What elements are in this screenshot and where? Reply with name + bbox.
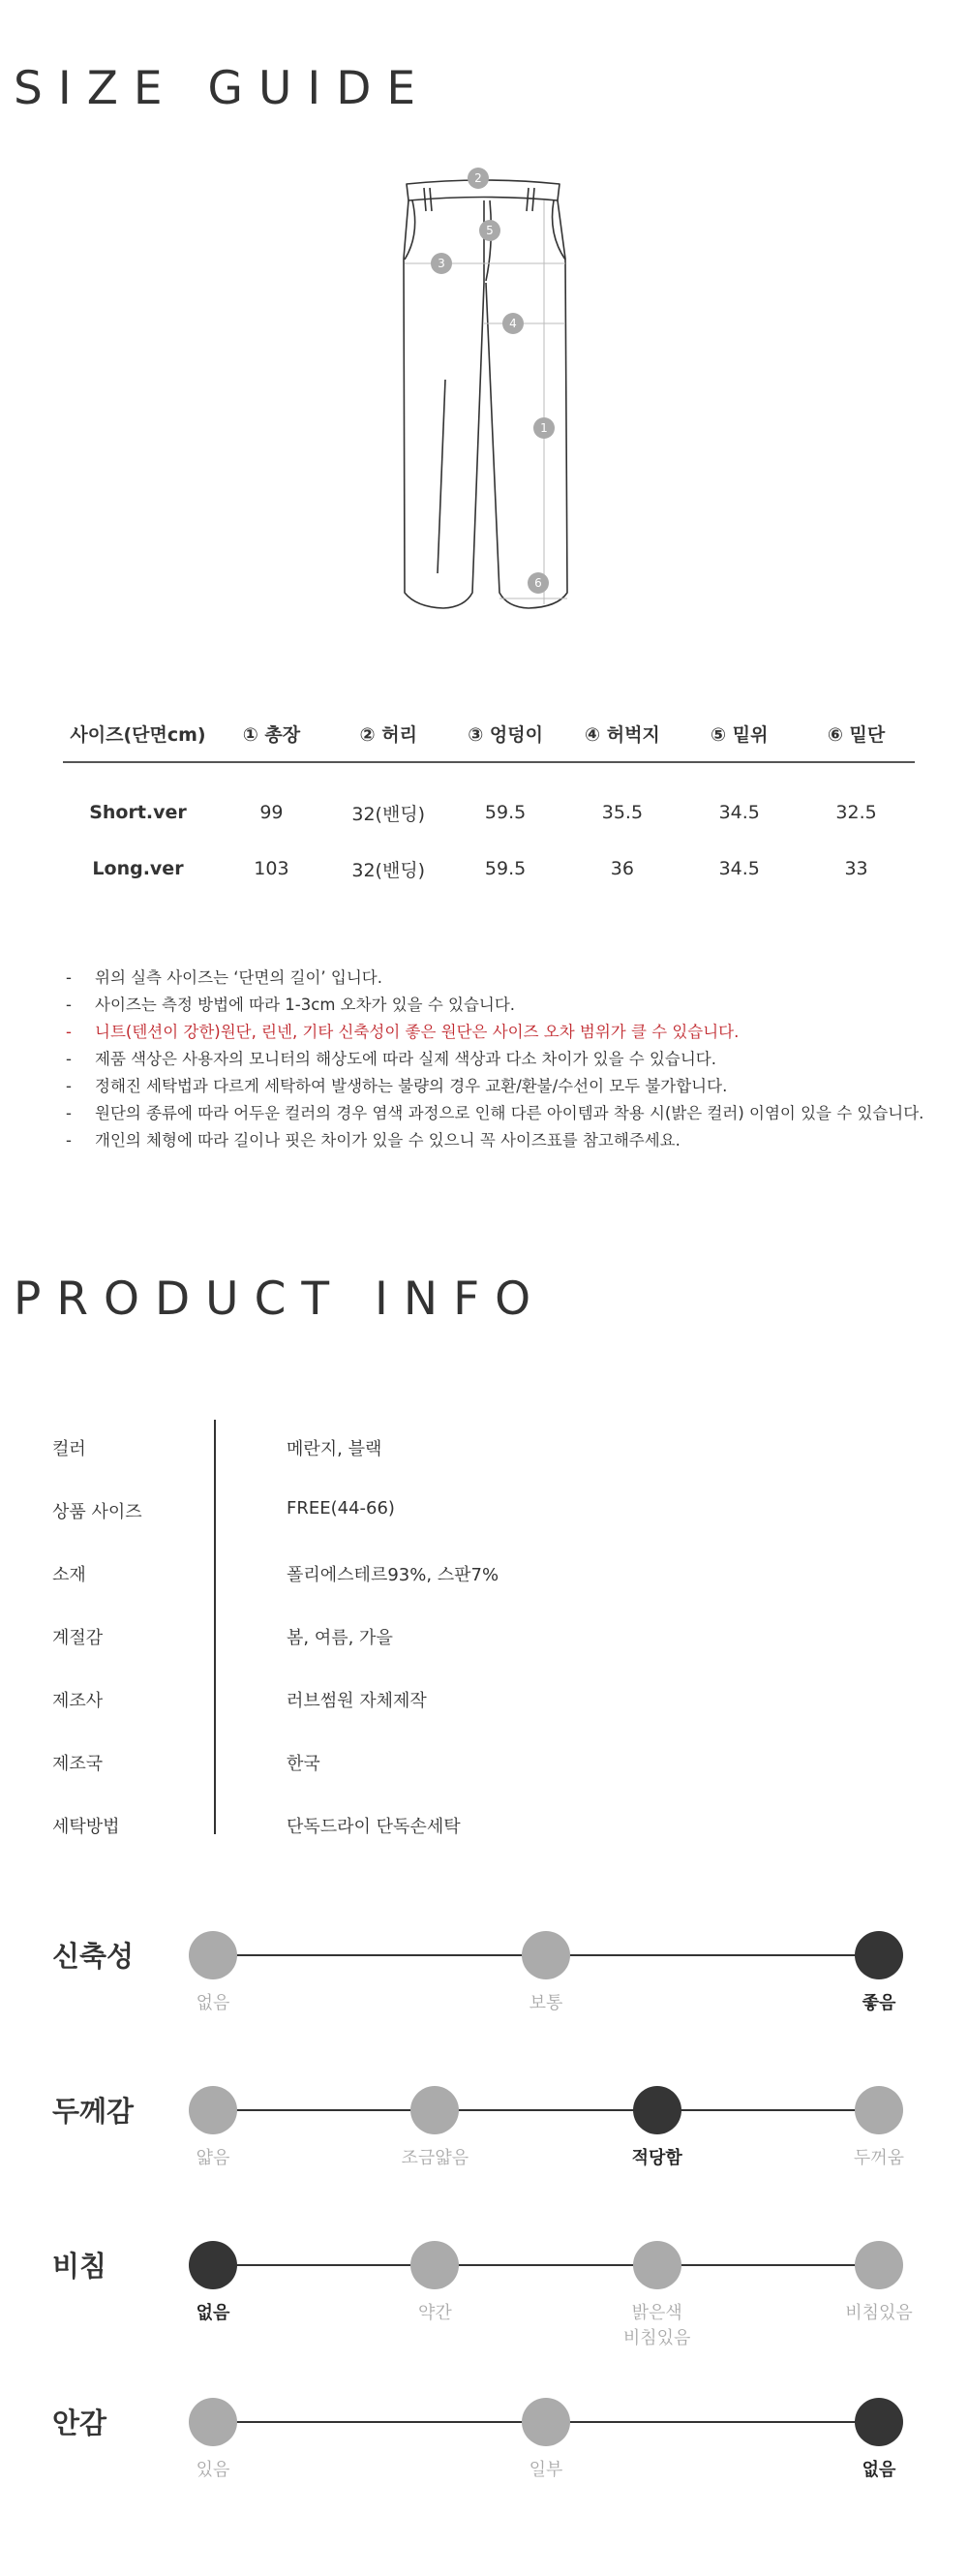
table-cell: 59.5 bbox=[484, 858, 527, 879]
info-value: 한국 bbox=[287, 1754, 320, 1774]
header-cell: ⑤ 밑위 bbox=[681, 705, 798, 762]
header-cell: 사이즈(단면cm) bbox=[63, 705, 213, 762]
note-text: 위의 실측 사이즈는 ‘단면의 길이’ 입니다. bbox=[95, 968, 382, 987]
pants-size-diagram bbox=[387, 167, 581, 622]
scale-option-label: 약간 bbox=[417, 2303, 452, 2323]
scale-thickness bbox=[0, 2090, 968, 2187]
scale-name: 비침 bbox=[52, 2250, 107, 2283]
scale-dot bbox=[522, 1931, 570, 1979]
row-label: Long.ver bbox=[92, 858, 184, 879]
info-value: FREE(44-66) bbox=[287, 1498, 395, 1518]
note-item bbox=[66, 1073, 937, 1100]
info-label: 세탁방법 bbox=[52, 1817, 120, 1837]
scale-option-label: 밝은색 비침있음 bbox=[622, 2303, 691, 2348]
info-row-season bbox=[52, 1605, 923, 1668]
table-row bbox=[63, 762, 915, 841]
note-item bbox=[66, 1100, 937, 1127]
scale-lining bbox=[0, 2402, 968, 2499]
info-label: 제조사 bbox=[52, 1691, 104, 1711]
scale-dot bbox=[522, 2398, 570, 2446]
size-table-header bbox=[63, 705, 915, 762]
scale-option-label: 일부 bbox=[529, 2460, 563, 2480]
header-cell: ② 허리 bbox=[330, 705, 447, 762]
table-cell: 36 bbox=[610, 858, 634, 879]
marker-label-3: 3 bbox=[438, 257, 445, 270]
scale-option-label: 보통 bbox=[529, 1993, 563, 2013]
table-cell: 59.5 bbox=[484, 802, 527, 823]
note-item bbox=[66, 992, 937, 1019]
note-item bbox=[66, 1127, 937, 1154]
scale-option-label: 없음 bbox=[862, 2460, 896, 2480]
scale-dot bbox=[189, 2086, 237, 2134]
row-label: Short.ver bbox=[89, 802, 187, 823]
note-dash: - bbox=[66, 1050, 72, 1068]
note-dash: - bbox=[66, 1104, 72, 1122]
table-cell: 35.5 bbox=[601, 802, 644, 823]
scale-option-label: 좋음 bbox=[862, 1993, 896, 2013]
info-row-material bbox=[52, 1542, 923, 1605]
note-text: 니트(텐션이 강한)원단, 린넨, 기타 신축성이 좋은 원단은 사이즈 오차 범위가 클 수 있습니다. bbox=[95, 1023, 740, 1041]
scale-dot bbox=[410, 2086, 459, 2134]
scale-stretch bbox=[0, 1935, 968, 2032]
table-cell: 34.5 bbox=[718, 802, 760, 823]
scale-option-label: 두꺼움 bbox=[853, 2148, 905, 2168]
table-cell: 103 bbox=[254, 858, 289, 879]
scale-sheerness bbox=[0, 2245, 968, 2348]
info-row-color bbox=[52, 1416, 923, 1479]
scale-option-label: 없음 bbox=[196, 2303, 230, 2323]
scale-name: 두께감 bbox=[52, 2095, 135, 2128]
note-dash: - bbox=[66, 1077, 72, 1095]
table-cell: 33 bbox=[844, 858, 868, 879]
table-cell: 32(밴딩) bbox=[351, 803, 426, 825]
size-table bbox=[63, 705, 915, 897]
scale-dot-selected bbox=[633, 2086, 681, 2134]
note-item bbox=[66, 965, 937, 992]
info-row-country bbox=[52, 1731, 923, 1794]
info-row-size bbox=[52, 1479, 923, 1542]
info-value: 폴리에스테르93%, 스판7% bbox=[287, 1565, 499, 1585]
header-cell: ① 총장 bbox=[213, 705, 330, 762]
note-text: 제품 색상은 사용자의 모니터의 해상도에 따라 실제 색상과 다소 차이가 있을 수 있습니다. bbox=[95, 1050, 716, 1068]
scale-dot bbox=[189, 2398, 237, 2446]
info-label: 소재 bbox=[52, 1565, 86, 1585]
marker-label-5: 5 bbox=[486, 224, 494, 237]
info-label: 제조국 bbox=[52, 1754, 104, 1774]
header-cell: ④ 허벅지 bbox=[563, 705, 681, 762]
table-row bbox=[63, 841, 915, 897]
table-cell: 32(밴딩) bbox=[351, 859, 426, 881]
table-cell: 34.5 bbox=[718, 858, 760, 879]
product-info-list bbox=[52, 1416, 923, 1856]
note-text: 원단의 종류에 따라 어두운 컬러의 경우 염색 과정으로 인해 다른 아이템과 착용 시(밝은 컬러) 이염이 있을 수 있습니다. bbox=[95, 1104, 924, 1122]
note-dash: - bbox=[66, 1131, 72, 1150]
note-item bbox=[66, 1046, 937, 1073]
table-cell: 32.5 bbox=[835, 802, 877, 823]
note-item-warning bbox=[66, 1019, 937, 1046]
note-text: 개인의 체형에 따라 길이나 핏은 차이가 있을 수 있으니 꼭 사이즈표를 참고해주세요. bbox=[95, 1131, 681, 1150]
info-value: 메란지, 블랙 bbox=[287, 1439, 382, 1459]
marker-label-4: 4 bbox=[509, 317, 517, 330]
scale-dot bbox=[855, 2241, 903, 2289]
scale-option-label: 없음 bbox=[196, 1993, 230, 2013]
header-cell: ⑥ 밑단 bbox=[798, 705, 915, 762]
marker-label-6: 6 bbox=[534, 576, 542, 590]
info-value: 러브썸원 자체제작 bbox=[287, 1691, 427, 1711]
scale-dot bbox=[633, 2241, 681, 2289]
size-notes bbox=[66, 965, 937, 1154]
scale-option-label: 조금얇음 bbox=[401, 2148, 469, 2168]
note-dash: - bbox=[66, 968, 72, 987]
header-cell: ③ 엉덩이 bbox=[447, 705, 564, 762]
scale-dot-selected bbox=[855, 2398, 903, 2446]
note-dash: - bbox=[66, 1023, 72, 1041]
size-guide-title: SIZE GUIDE bbox=[14, 62, 432, 115]
scale-name: 신축성 bbox=[52, 1940, 135, 1973]
info-value: 단독드라이 단독손세탁 bbox=[287, 1817, 461, 1837]
info-label: 상품 사이즈 bbox=[52, 1502, 142, 1522]
info-value: 봄, 여름, 가을 bbox=[287, 1628, 393, 1648]
scale-option-label: 비침있음 bbox=[845, 2303, 913, 2323]
info-row-manufacturer bbox=[52, 1668, 923, 1731]
scale-dot-selected bbox=[855, 1931, 903, 1979]
note-text: 정해진 세탁법과 다르게 세탁하여 발생하는 불량의 경우 교환/환불/수선이 모두 불가합니다. bbox=[95, 1077, 728, 1095]
scale-dot bbox=[855, 2086, 903, 2134]
info-label: 컬러 bbox=[52, 1439, 86, 1459]
marker-label-2: 2 bbox=[474, 171, 482, 185]
scale-track bbox=[213, 2264, 879, 2266]
scale-dot bbox=[189, 1931, 237, 1979]
scale-name: 안감 bbox=[52, 2407, 107, 2439]
scale-dot-selected bbox=[189, 2241, 237, 2289]
scale-track bbox=[213, 2109, 879, 2111]
info-row-washing bbox=[52, 1794, 923, 1856]
scale-dot bbox=[410, 2241, 459, 2289]
scale-option-label: 얇음 bbox=[196, 2148, 230, 2168]
scale-option-label: 있음 bbox=[196, 2460, 230, 2480]
scale-option-label: 적당함 bbox=[631, 2148, 682, 2168]
product-info-title: PRODUCT INFO bbox=[14, 1273, 547, 1326]
note-dash: - bbox=[66, 996, 72, 1014]
table-cell: 99 bbox=[259, 802, 284, 823]
note-text: 사이즈는 측정 방법에 따라 1-3cm 오차가 있을 수 있습니다. bbox=[95, 996, 516, 1014]
marker-label-1: 1 bbox=[540, 421, 548, 435]
info-label: 계절감 bbox=[52, 1628, 104, 1648]
